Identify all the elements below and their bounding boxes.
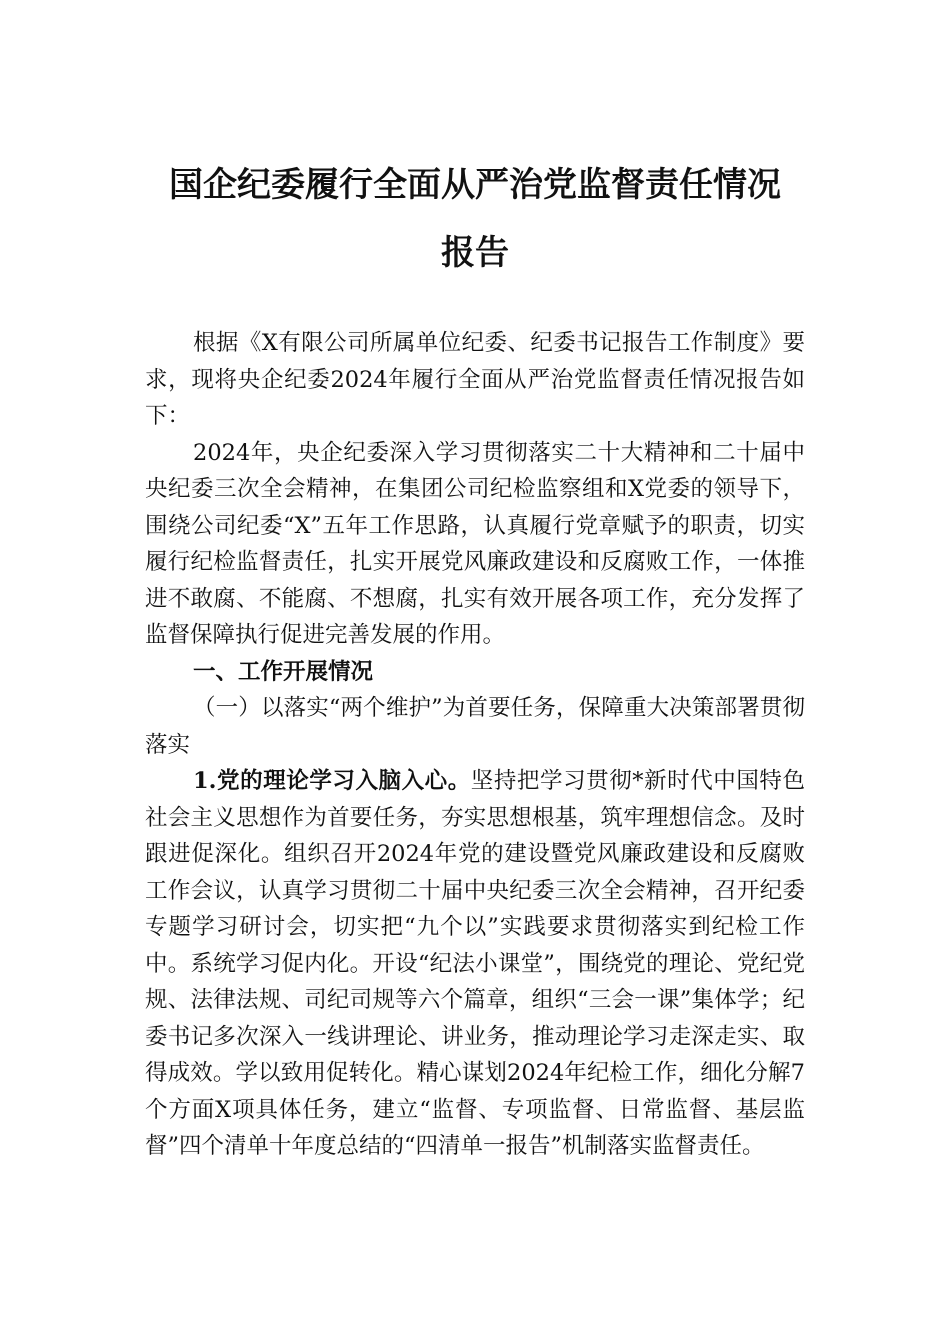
overview-paragraph: 2024年，央企纪委深入学习贯彻落实二十大精神和二十届中央纪委三次全会精神，在集团公司纪检监察组和X党委的领导下，围绕公司纪委“X”五年工作思路，认真履行党章赋予的职责，切实履行纪检监督责任，扎实开展党风廉政建设和反腐败工作，一体推进不敢腐、不能腐、不想腐，扎实有效开展各项工作，充分发挥了监督保障执行促进完善发展的作用。 xyxy=(145,439,805,648)
item-lead: 1.党的理论学习入脑入心。 xyxy=(193,768,471,794)
document-body xyxy=(145,325,805,1165)
section-heading: 一、工作开展情况 xyxy=(193,658,374,685)
document-title-line-2: 报告 xyxy=(441,233,509,273)
item-text: 坚持把学习贯彻*新时代中国特色社会主义思想作为首要任务，夯实思想根基，筑牢理想信念。及时跟进促深化。组织召开2024年党的建设暨党风廉政建设和反腐败工作会议，认真学习贯彻二十届中央纪委三次全会精神，召开纪委专题学习研讨会，切实把“九个以”实践要求贯彻落实到纪检工作中。系统学习促内化。开设“纪法小课堂”，围绕党的理论、党纪党规、法律法规、司纪司规等六个篇章，组织“三会一课”集体学；纪委书记多次深入一线讲理论、讲业务，推动理论学习走深走实、取得成效。学以致用促转化。精心谋划2024年纪检工作，细化分解7个方面X项具体任务，建立“监督、专项监督、日常监督、基层监督”四个清单十年度总结的“四清单一报告”机制落实监督责任。 xyxy=(145,768,805,1159)
document-title-line-1: 国企纪委履行全面从严治党监督责任情况 xyxy=(169,165,781,205)
subsection-heading: （一）以落实“两个维护”为首要任务，保障重大决策部署贯彻落实 xyxy=(145,695,805,758)
item-paragraph xyxy=(145,763,805,1165)
intro-paragraph: 根据《X有限公司所属单位纪委、纪委书记报告工作制度》要求，现将央企纪委2024年履行全面从严治党监督责任情况报告如下： xyxy=(145,330,805,429)
